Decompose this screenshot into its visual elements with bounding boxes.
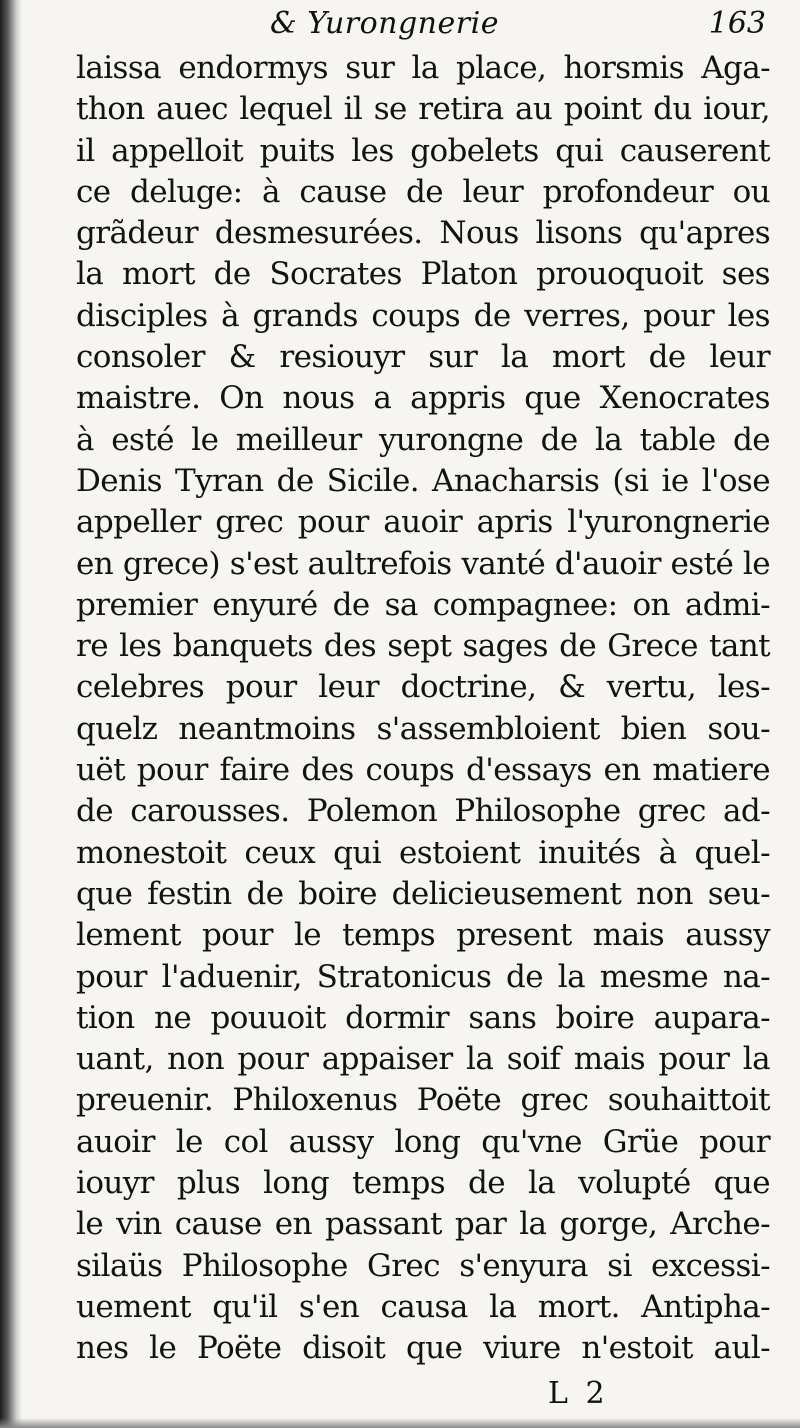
text-line: ce deluge: à cause de leur profondeur ou xyxy=(76,173,770,210)
text-line: pour l'aduenir, Stratonicus de la mesme na- xyxy=(76,958,770,995)
page-number: 163 xyxy=(708,6,766,41)
text-line: maistre. On nous a appris que Xenocrates xyxy=(76,380,770,417)
text-line: thon auec lequel il se retira au point du iour, xyxy=(76,91,770,128)
text-line: lement pour le temps present mais aussy xyxy=(76,917,770,954)
text-line: re les banquets des sept sages de Grece tant xyxy=(76,628,770,665)
text-line: il appelloit puits les gobelets qui causerent xyxy=(76,132,770,169)
text-line: en grece) s'est aultrefois vanté d'auoir esté le xyxy=(76,545,770,582)
text-line: Denis Tyran de Sicile. Anacharsis (si ie l'ose xyxy=(76,462,770,499)
text-line: silaüs Philosophe Grec s'enyura si excessi- xyxy=(76,1247,770,1284)
page-header xyxy=(0,4,800,42)
text-line: auoir le col aussy long qu'vne Grüe pour xyxy=(76,1123,770,1160)
text-line: quelz neantmoins s'assembloient bien sou- xyxy=(76,710,770,747)
text-line: uant, non pour appaiser la soif mais pour la xyxy=(76,1041,770,1078)
text-line: le vin cause en passant par la gorge, Arche- xyxy=(76,1206,770,1243)
text-line: celebres pour leur doctrine, & vertu, les- xyxy=(76,669,770,706)
page-bottom-shadow xyxy=(0,1418,800,1428)
text-line: appeller grec pour auoir apris l'yurongnerie xyxy=(76,504,770,541)
text-line: uët pour faire des coups d'essays en matiere xyxy=(76,752,770,789)
binding-shadow xyxy=(0,0,22,1428)
text-line: nes le Poëte disoit que viure n'estoit aul- xyxy=(76,1330,770,1367)
text-line: laissa endormys sur la place, horsmis Aga- xyxy=(76,50,770,86)
text-line: à esté le meilleur yurongne de la table de xyxy=(76,421,770,458)
text-line: tion ne pouuoit dormir sans boire aupara- xyxy=(76,999,770,1036)
text-line: iouyr plus long temps de la volupté que xyxy=(76,1165,770,1202)
text-line: disciples à grands coups de verres, pour les xyxy=(76,297,770,334)
text-line: de carousses. Polemon Philosophe grec ad- xyxy=(76,793,770,830)
text-line: grãdeur desmesurées. Nous lisons qu'apres xyxy=(76,215,770,252)
text-line: monestoit ceux qui estoient inuités à quel- xyxy=(76,834,770,871)
running-title: & Yurongnerie xyxy=(270,6,499,41)
text-line: preuenir. Philoxenus Poëte grec souhaittoit xyxy=(76,1082,770,1119)
text-line: consoler & resiouyr sur la mort de leur xyxy=(76,339,770,376)
text-line: premier enyuré de sa compagnee: on admi- xyxy=(76,586,770,623)
body-text xyxy=(76,48,770,1370)
text-line: uement qu'il s'en causa la mort. Antipha- xyxy=(76,1288,770,1325)
text-line: que festin de boire delicieusement non seu- xyxy=(76,875,770,912)
text-line: la mort de Socrates Platon prouoquoit ses xyxy=(76,256,770,293)
signature-mark: L 2 xyxy=(548,1376,609,1411)
